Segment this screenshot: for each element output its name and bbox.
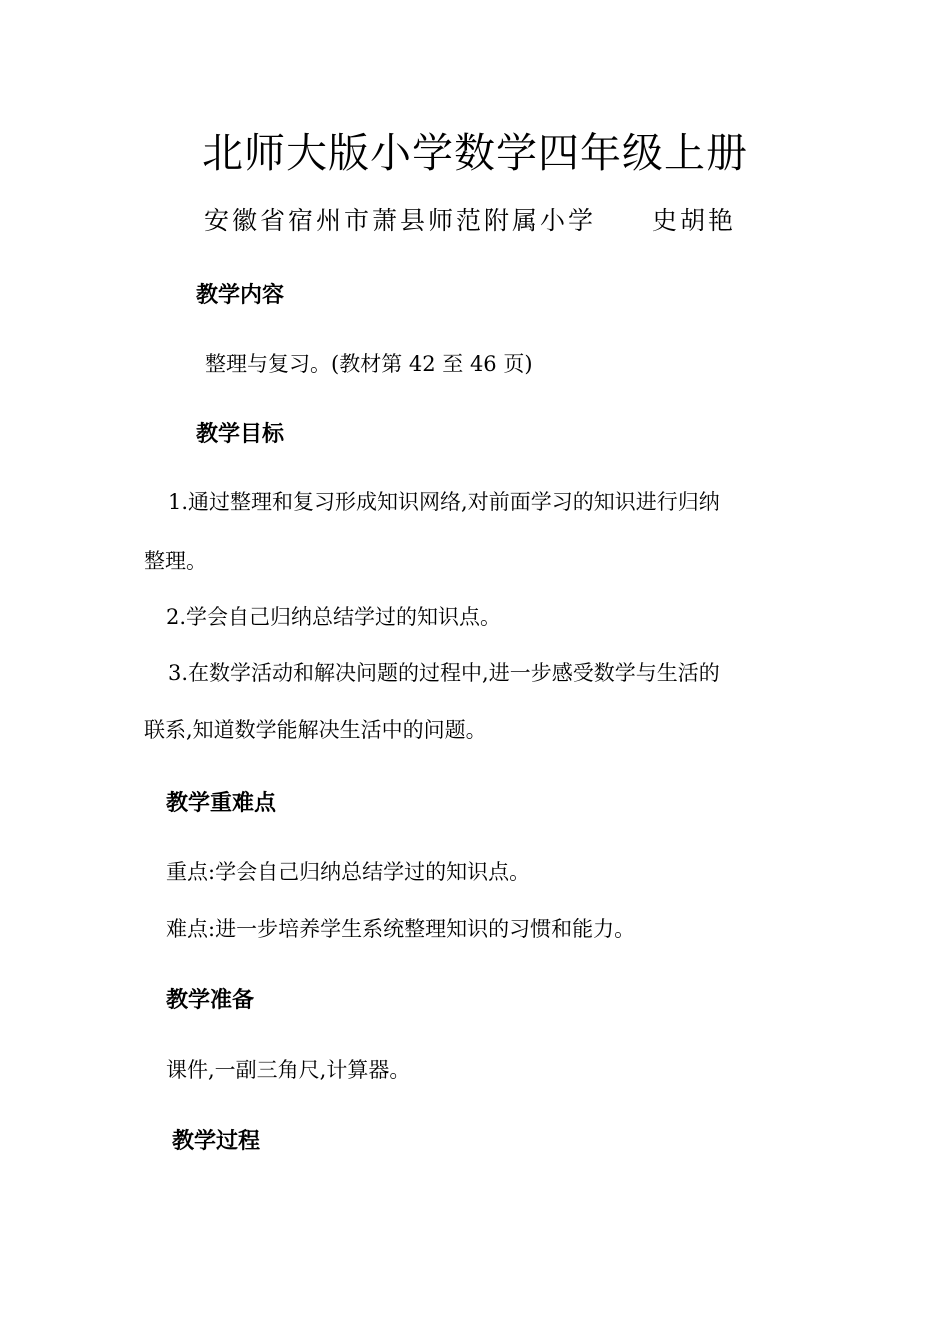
heading-teaching-preparation: 教学准备 bbox=[166, 988, 255, 1013]
document-title: 北师大版小学数学四年级上册 bbox=[202, 129, 748, 177]
school-name: 安徽省宿州市萧县师范附属小学 bbox=[204, 206, 597, 235]
heading-teaching-process: 教学过程 bbox=[172, 1129, 261, 1154]
key-point-text: 重点:学会自己归纳总结学过的知识点。 bbox=[166, 860, 531, 884]
objective-3-line-2: 联系,知道数学能解决生活中的问题。 bbox=[144, 718, 487, 742]
objective-3-line-1: 3.在数学活动和解决问题的过程中,进一步感受数学与生活的 bbox=[168, 661, 720, 685]
teaching-content-text: 整理与复习。(教材第 42 至 46 页) bbox=[205, 352, 533, 376]
preparation-text: 课件,一副三角尺,计算器。 bbox=[166, 1058, 411, 1082]
heading-teaching-objectives: 教学目标 bbox=[196, 422, 285, 447]
author-line bbox=[204, 208, 736, 233]
objective-1-line-2: 整理。 bbox=[144, 549, 207, 573]
heading-teaching-content: 教学内容 bbox=[196, 283, 285, 308]
heading-key-points: 教学重难点 bbox=[166, 791, 277, 816]
objective-1-line-1: 1.通过整理和复习形成知识网络,对前面学习的知识进行归纳 bbox=[168, 490, 720, 514]
difficulty-text: 难点:进一步培养学生系统整理知识的习惯和能力。 bbox=[166, 917, 636, 941]
objective-2: 2.学会自己归纳总结学过的知识点。 bbox=[166, 605, 502, 629]
author-name: 史胡艳 bbox=[652, 206, 737, 235]
